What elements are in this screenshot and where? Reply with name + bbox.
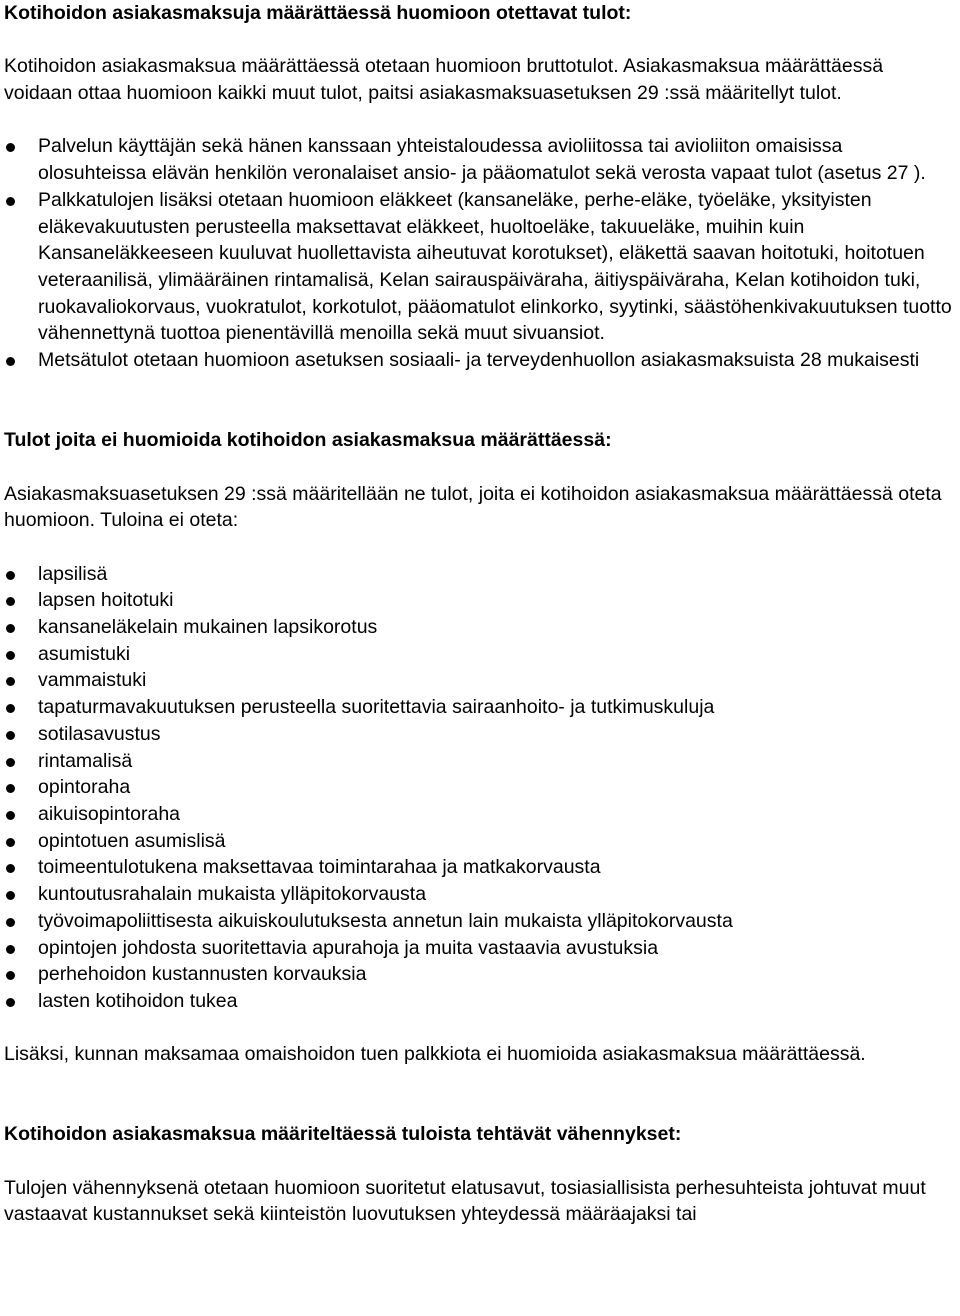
list-item-text: Palvelun käyttäjän sekä hänen kanssaan yhteistaloudessa avioliitossa tai avioliiton omaisissa olosuhteissa elävän henkilön veronalaiset ansio- ja pääomatulot sekä verosta vapaat tulot (asetus 27 ).	[38, 135, 926, 185]
list-item-text: opintotuen asumislisä	[38, 829, 226, 852]
list-item	[4, 587, 956, 614]
bullet-icon	[6, 651, 15, 660]
bullet-icon	[6, 571, 15, 580]
list-item	[4, 935, 956, 962]
list-item-text: opintoraha	[38, 776, 131, 799]
list-item	[4, 801, 956, 828]
list-item	[4, 614, 956, 641]
section-intro-deductions: Tulojen vähennyksenä otetaan huomioon suoritetut elatusavut, tosiasiallisista perhesuhteista johtuvat muut vastaavat kustannukset sekä kiinteistön luovutuksen yhteydessä määräajaksi tai	[4, 1176, 926, 1226]
bullet-icon	[6, 624, 15, 633]
list-item-text: lapsen hoitotuki	[38, 589, 174, 612]
list-item	[4, 721, 956, 748]
list-item	[4, 694, 956, 721]
section-heading-excluded: Tulot joita ei huomioida kotihoidon asiakasmaksua määrättäessä:	[4, 429, 612, 452]
bullet-icon	[6, 143, 15, 152]
section-intro-excluded: Asiakasmaksuasetuksen 29 :ssä määritellään ne tulot, joita ei kotihoidon asiakasmaksua määrättäessä oteta huomioon. Tuloina ei oteta:	[4, 482, 942, 532]
list-item-text: työvoimapoliittisesta aikuiskoulutuksesta annetun lain mukaista ylläpitokorvausta	[38, 909, 733, 932]
list-item	[4, 133, 956, 186]
bullet-icon	[6, 677, 15, 686]
bullet-icon	[6, 597, 15, 606]
list-item	[4, 347, 956, 374]
list-item	[4, 748, 956, 775]
list-item-text: opintojen johdosta suoritettavia apurahoja ja muita vastaavia avustuksia	[38, 936, 659, 959]
bullet-icon	[6, 998, 15, 1007]
list-item-text: kuntoutusrahalain mukaista ylläpitokorvausta	[38, 883, 427, 906]
list-item-text: Palkkatulojen lisäksi otetaan huomioon eläkkeet (kansaneläke, perhe-eläke, työeläke, yksityisten eläkevakuutusten perusteella maksettavat eläkkeet, huoltoeläke, takuueläke, muihin kuin Kansaneläkkeeseen kuuluvat huollettavista aiheutuvat korotukset), eläkettä saavan hoitotuki, hoitotuen veteraanilisä, ylimääräinen rintamalisä, Kelan sairauspäiväraha, äitiyspäiväraha, Kelan kotihoidon tuki, ruokavaliokorvaus, vuokratulot, korkotulot, pääomatulot elinkorko, syytinki, säästöhenkivakuutuksen tuotto vähennettynä tuottoa pienentävillä menoilla sekä muut sivuansiot.	[38, 188, 952, 345]
bullet-icon	[6, 945, 15, 954]
bullet-icon	[6, 811, 15, 820]
income-bullet-list	[4, 133, 956, 373]
list-item	[4, 561, 956, 588]
list-item-text: vammaistuki	[38, 669, 147, 692]
bullet-icon	[6, 704, 15, 713]
list-item	[4, 667, 956, 694]
list-item	[4, 774, 956, 801]
bullet-icon	[6, 731, 15, 740]
list-item-text: aikuisopintoraha	[38, 803, 181, 825]
list-item	[4, 961, 956, 988]
list-item	[4, 828, 956, 855]
bullet-icon	[6, 891, 15, 900]
list-item-text: lapsilisä	[38, 562, 108, 585]
section-heading-income: Kotihoidon asiakasmaksuja määrättäessä huomioon otettavat tulot:	[4, 2, 632, 24]
section-intro-income: Kotihoidon asiakasmaksua määrättäessä otetaan huomioon bruttotulot. Asiakasmaksua määrättäessä voidaan ottaa huomioon kaikki muut tulot, paitsi asiakasmaksuasetuksen 29 :ssä määritellyt tulot.	[4, 55, 884, 105]
excluded-income-list	[4, 561, 956, 1015]
list-item	[4, 854, 956, 881]
section-heading-deductions: Kotihoidon asiakasmaksua määriteltäessä tuloista tehtävät vähennykset:	[4, 1123, 682, 1146]
list-item	[4, 988, 956, 1015]
list-item	[4, 187, 956, 347]
list-item-text: toimeentulotukena maksettavaa toimintarahaa ja matkakorvausta	[38, 856, 601, 879]
bullet-icon	[6, 838, 15, 847]
list-item	[4, 881, 956, 908]
excluded-outro: Lisäksi, kunnan maksamaa omaishoidon tuen palkkiota ei huomioida asiakasmaksua määrättäessä.	[4, 1043, 866, 1066]
list-item-text: rintamalisä	[38, 749, 133, 772]
list-item-text: tapaturmavakuutuksen perusteella suoritettavia sairaanhoito- ja tutkimuskuluja	[38, 696, 715, 719]
list-item-text: perhehoidon kustannusten korvauksia	[38, 963, 367, 986]
bullet-icon	[6, 784, 15, 793]
list-item-text: asumistuki	[38, 642, 131, 665]
bullet-icon	[6, 918, 15, 927]
list-item-text: sotilasavustus	[38, 722, 161, 745]
bullet-icon	[6, 971, 15, 980]
bullet-icon	[6, 758, 15, 767]
list-item-text: Metsätulot otetaan huomioon asetuksen sosiaali- ja terveydenhuollon asiakasmaksuista 28 mukaisesti	[38, 349, 920, 372]
bullet-icon	[6, 864, 15, 873]
list-item-text: lasten kotihoidon tukea	[38, 989, 238, 1012]
list-item	[4, 641, 956, 668]
list-item-text: kansaneläkelain mukainen lapsikorotus	[38, 616, 378, 639]
bullet-icon	[6, 197, 15, 206]
bullet-icon	[6, 357, 15, 366]
list-item	[4, 908, 956, 935]
